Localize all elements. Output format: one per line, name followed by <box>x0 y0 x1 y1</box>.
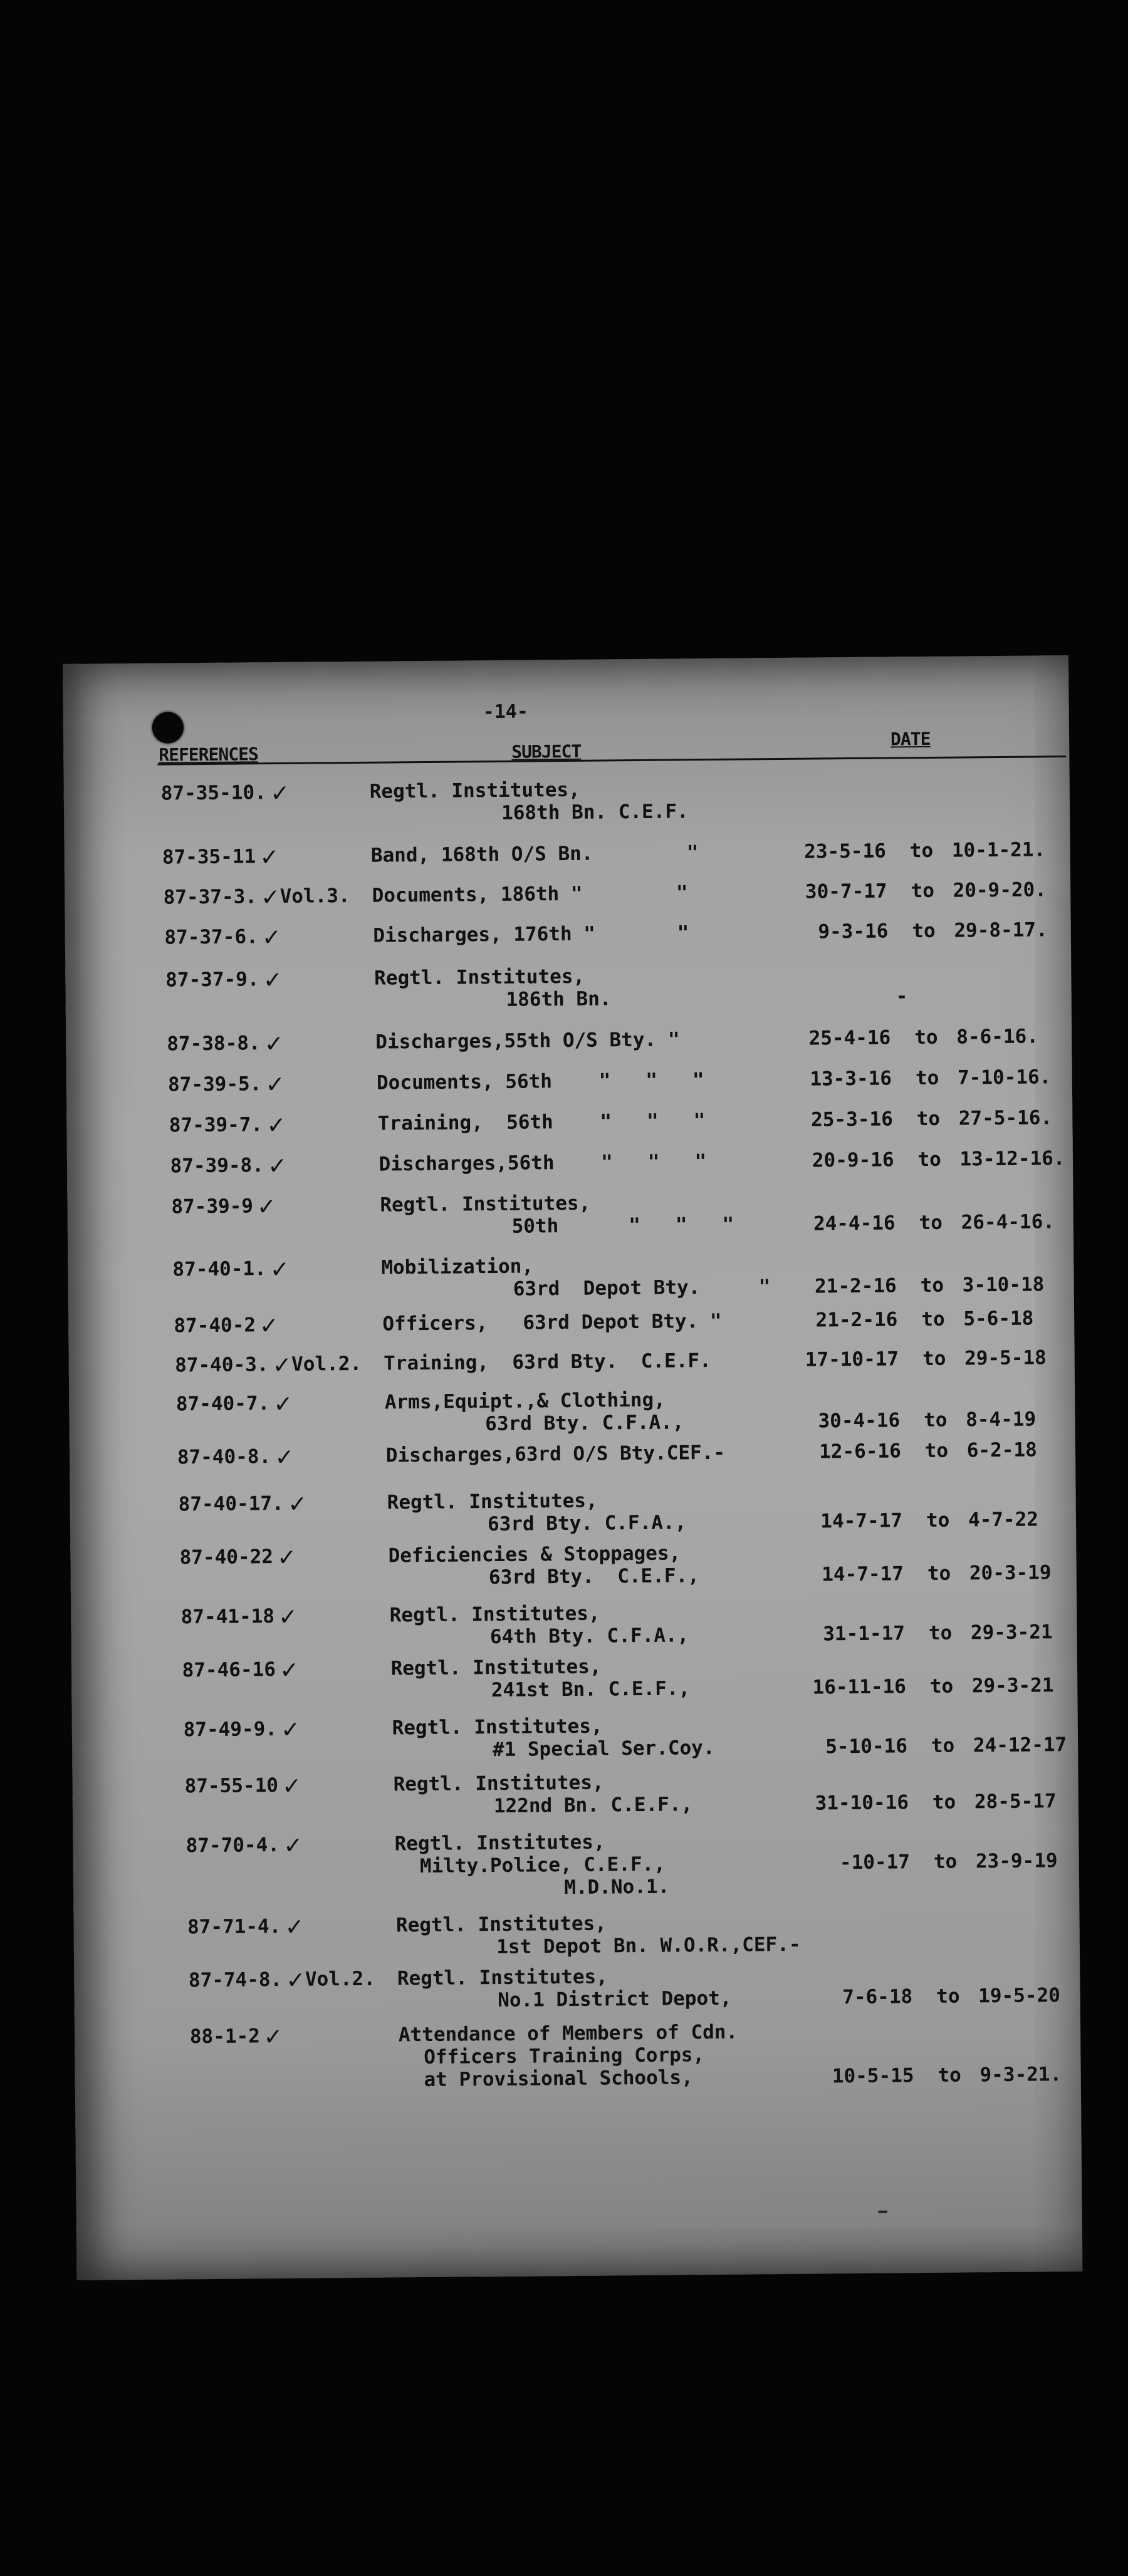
subject-line: M.D.No.1. <box>564 1875 670 1899</box>
date-till: 28-5-17 <box>974 1790 1057 1814</box>
subject-line: 63rd Bty. C.F.A., <box>487 1511 687 1536</box>
date-from: 13-3-16 <box>810 1067 892 1091</box>
date-till: 6-2-18 <box>966 1438 1037 1462</box>
reference-number: 87-74-8. <box>188 1968 283 1992</box>
subject-line: Discharges,55th O/S Bty. " <box>375 1028 680 1054</box>
date-till: 24-12-17 <box>973 1733 1067 1757</box>
date-till: 27-5-16. <box>958 1106 1053 1130</box>
subject-line: Training, 56th " " " <box>377 1109 706 1135</box>
date-to-word: to <box>921 1307 945 1331</box>
date-till: 29-3-21 <box>970 1621 1053 1644</box>
date-to-word: to <box>924 1439 949 1463</box>
subject-text <box>390 1601 689 1649</box>
subject-line: Regtl. Institutes, <box>389 1602 600 1627</box>
volume-label: Vol.2. <box>291 1352 362 1376</box>
reference-number: 87-35-11 <box>162 845 256 869</box>
reference-number: 87-40-7. <box>175 1392 270 1416</box>
subject-line: 168th Bn. C.E.F. <box>501 800 689 824</box>
date-from: 5-10-16 <box>825 1735 908 1758</box>
table-row <box>75 2018 1080 2092</box>
date-from: -10-17 <box>839 1851 911 1874</box>
reference-number: 87-49-9. <box>183 1718 278 1742</box>
checkmark-icon: ✓ <box>266 1067 283 1099</box>
subject-line: 50th " " " <box>511 1213 734 1238</box>
checkmark-icon: ✓ <box>271 1252 288 1284</box>
table-row <box>70 1539 1076 1589</box>
date-from: 24-4-16 <box>813 1212 896 1235</box>
subject-line: Mobilization, <box>381 1255 534 1279</box>
table-row <box>70 1485 1076 1536</box>
checkmark-icon: ✓ <box>263 921 279 952</box>
subject-text <box>380 1191 734 1239</box>
date-from: 21-2-16 <box>815 1308 898 1332</box>
subject-line: Regtl. Institutes, <box>374 965 585 990</box>
subject-line: Regtl. Institutes, <box>390 1655 602 1680</box>
date-from: 12-6-16 <box>819 1440 901 1463</box>
table-row <box>67 1147 1073 1181</box>
table-row <box>71 1598 1077 1649</box>
header-references: REFERENCES <box>159 744 258 766</box>
reference-number: 87-37-3. <box>163 885 258 909</box>
subject-line: Regtl. Institutes, <box>387 1489 598 1514</box>
date-to-word: to <box>914 1026 938 1049</box>
checkmark-icon: ✓ <box>279 1600 296 1632</box>
subject-text <box>382 1310 722 1336</box>
date-from: 14-7-17 <box>822 1562 904 1586</box>
table-row <box>66 1066 1072 1099</box>
date-till: 20-3-19 <box>969 1561 1052 1585</box>
subject-line: Regtl. Institutes, <box>393 1771 604 1796</box>
reference-number: 87-70-4. <box>185 1834 280 1857</box>
date-till: - <box>896 985 908 1008</box>
table-row <box>68 1250 1073 1301</box>
date-to-word: to <box>936 1985 960 2008</box>
header-subject: SUBJECT <box>511 740 582 762</box>
reference-number: 87-40-17. <box>178 1492 284 1516</box>
date-to-word: to <box>909 839 934 863</box>
subject-text <box>396 1911 801 1960</box>
date-till: 23-9-19 <box>975 1849 1058 1873</box>
checkmark-icon: ✓ <box>274 1387 291 1419</box>
subject-text <box>384 1349 711 1375</box>
reference-number: 87-38-8. <box>167 1032 261 1056</box>
checkmark-icon: ✓ <box>289 1487 306 1519</box>
checkmark-icon: ✓ <box>282 1713 299 1745</box>
reference-number: 87-37-6. <box>164 925 258 949</box>
date-till: 8-6-16. <box>956 1025 1039 1049</box>
checkmark-icon: ✓ <box>264 2020 281 2052</box>
checkmark-icon: ✓ <box>271 776 288 808</box>
date-to-word: to <box>929 1675 954 1698</box>
date-from: 25-3-16 <box>810 1108 893 1131</box>
subject-line: Regtl. Institutes, <box>380 1192 591 1217</box>
checkmark-icon: ✓ <box>283 1769 300 1800</box>
subject-text <box>375 1028 680 1053</box>
subject-text <box>386 1441 726 1467</box>
date-till: 4-7-22 <box>968 1508 1039 1532</box>
date-to-word: to <box>912 919 936 943</box>
subject-text <box>372 881 687 906</box>
table-row <box>65 918 1071 952</box>
checkmark-icon: ✓ <box>258 1190 274 1222</box>
subject-line: #1 Special Ser.Coy. <box>492 1736 715 1762</box>
subject-line: Regtl. Institutes, <box>397 1965 608 1990</box>
table-row <box>69 1346 1075 1380</box>
subject-text <box>378 1109 706 1135</box>
date-till: 29-8-17. <box>954 918 1048 942</box>
checkmark-icon: ✓ <box>261 1309 277 1341</box>
table-row <box>65 961 1071 1011</box>
subject-line: 1st Depot Bn. W.O.R.,CEF.- <box>496 1933 801 1959</box>
subject-line: Officers, 63rd Depot Bty. " <box>382 1309 722 1336</box>
subject-text <box>381 1253 770 1301</box>
subject-line: Arms,Equipt.,& Clothing, <box>384 1388 666 1414</box>
subject-line: 63rd Bty. C.F.A., <box>485 1411 684 1436</box>
reference-number: 87-40-2 <box>174 1314 256 1337</box>
date-from: 14-7-17 <box>820 1509 903 1533</box>
reference-number: 88-1-2 <box>189 2025 261 2049</box>
subject-line: Milty.Police, C.E.F., <box>419 1852 666 1878</box>
date-to-word: to <box>915 1066 939 1090</box>
date-from: 31-10-16 <box>815 1791 909 1815</box>
subject-text <box>393 1770 692 1818</box>
subject-line: Discharges,63rd O/S Bty.CEF.- <box>385 1441 726 1467</box>
checkmark-icon: ✓ <box>268 1108 285 1140</box>
date-till: 3-10-18 <box>962 1273 1045 1297</box>
subject-text <box>394 1831 669 1901</box>
subject-text <box>373 922 689 947</box>
document-page <box>63 655 1082 2280</box>
date-till: 29-5-18 <box>964 1346 1047 1370</box>
date-till: 26-4-16. <box>961 1210 1055 1234</box>
subject-line: Regtl. Institutes, <box>392 1715 603 1740</box>
reference-number: 87-39-9 <box>171 1195 254 1218</box>
subject-line: at Provisional Schools, <box>424 2066 693 2092</box>
subject-line: Training, 63rd Bty. C.E.F. <box>383 1349 711 1375</box>
reference-number: 87-40-1. <box>172 1257 266 1281</box>
subject-text <box>379 1150 706 1176</box>
date-till: 9-3-21. <box>979 2063 1062 2087</box>
subject-line: Documents, 56th " " " <box>376 1069 704 1094</box>
subject-line: Band, 168th O/S Bn. " <box>370 841 699 867</box>
table-row <box>68 1307 1074 1341</box>
reference-number: 87-55-10 <box>184 1774 279 1798</box>
date-from: 30-7-17 <box>805 880 887 903</box>
reference-number: 87-39-8. <box>170 1154 264 1178</box>
subject-line: 186th Bn. <box>506 987 612 1011</box>
checkmark-icon: ✓ <box>266 1027 282 1059</box>
table-row <box>73 1827 1078 1899</box>
date-from: 16-11-16 <box>812 1675 907 1699</box>
reference-number: 87-40-3. <box>175 1353 269 1377</box>
subject-text <box>385 1388 684 1436</box>
checkmark-icon: ✓ <box>262 881 279 912</box>
subject-text <box>392 1714 714 1762</box>
table-row <box>69 1385 1075 1436</box>
table-row <box>66 1025 1072 1059</box>
date-to-word: to <box>924 1408 948 1432</box>
date-till: 8-4-19 <box>966 1408 1037 1431</box>
date-to-word: to <box>911 879 935 903</box>
checkmark-icon: ✓ <box>273 1348 290 1380</box>
reference-number: 87-39-7. <box>169 1113 263 1137</box>
date-till: 29-3-21 <box>971 1674 1054 1698</box>
subject-line: 122nd Bn. C.E.F., <box>493 1793 693 1818</box>
subject-line: No.1 District Depot, <box>498 1987 732 2012</box>
date-to-word: to <box>920 1274 944 1297</box>
date-to-word: to <box>926 1509 950 1532</box>
reference-number: 87-35-10. <box>160 781 266 805</box>
date-from: 23-5-16 <box>804 839 886 863</box>
subject-line: Officers Training Corps, <box>424 2044 705 2069</box>
table-row <box>72 1711 1078 1762</box>
table-row <box>67 1188 1073 1238</box>
reference-number: 87-46-16 <box>182 1658 276 1682</box>
checkmark-icon: ✓ <box>287 1963 304 1995</box>
date-to-word: to <box>928 1621 953 1644</box>
date-till: 20-9-20. <box>953 878 1047 902</box>
table-row <box>66 1106 1072 1140</box>
volume-label: Vol.3. <box>279 885 350 908</box>
reference-number: 87-40-22 <box>179 1545 274 1569</box>
subject-line: Discharges, 176th " " <box>373 922 689 947</box>
date-from: 17-10-17 <box>805 1348 899 1371</box>
reference-number: 87-37-9. <box>165 968 259 992</box>
subject-text <box>387 1488 687 1536</box>
date-till: 5-6-18 <box>963 1307 1034 1331</box>
date-till: 7-10-16. <box>957 1066 1052 1089</box>
table-row <box>74 1961 1080 2012</box>
table-row <box>65 878 1070 912</box>
checkmark-icon: ✓ <box>285 1829 301 1860</box>
date-from: 20-9-16 <box>812 1148 894 1172</box>
subject-line: Deficiencies & Stoppages, <box>388 1542 681 1567</box>
subject-text <box>399 2021 738 2092</box>
date-to-word: to <box>916 1107 941 1131</box>
date-to-word: to <box>932 1790 956 1814</box>
volume-label: Vol.2. <box>305 1967 376 1991</box>
table-row <box>64 774 1070 824</box>
subject-text <box>371 841 699 867</box>
checkmark-icon: ✓ <box>269 1149 286 1181</box>
reference-number: 87-41-18 <box>180 1605 275 1629</box>
date-from: 31-1-17 <box>823 1622 906 1646</box>
date-to-word: to <box>922 1347 946 1371</box>
date-from: 9-3-16 <box>818 920 889 943</box>
date-to-word: to <box>917 1148 942 1171</box>
header-date: DATE <box>890 728 931 750</box>
date-from: 30-4-16 <box>818 1409 901 1433</box>
checkmark-icon: ✓ <box>276 1440 293 1472</box>
subject-line: Regtl. Institutes, <box>394 1831 605 1856</box>
subject-text <box>390 1654 690 1702</box>
subject-line: Regtl. Institutes, <box>395 1912 607 1937</box>
subject-line: 63rd Depot Bty. " <box>513 1275 771 1301</box>
date-to-word: to <box>933 1850 958 1873</box>
table-row <box>71 1651 1077 1702</box>
checkmark-icon: ✓ <box>286 1910 303 1941</box>
table-row <box>65 838 1070 872</box>
table-row <box>73 1908 1079 1959</box>
date-from: 21-2-16 <box>814 1274 897 1298</box>
subject-line: Documents, 186th " " <box>372 881 688 907</box>
checkmark-icon: ✓ <box>281 1653 298 1685</box>
date-from: 25-4-16 <box>808 1026 891 1050</box>
date-till: 19-5-20 <box>978 1984 1061 2008</box>
subject-line: Regtl. Institutes, <box>369 778 580 803</box>
checkmark-icon: ✓ <box>264 963 281 995</box>
subject-line: Discharges,56th " " " <box>379 1150 707 1176</box>
subject-text <box>397 1965 732 2013</box>
subject-text <box>374 965 612 1012</box>
date-from: 7-6-18 <box>842 1985 913 2009</box>
subject-line: 63rd Bty. C.E.F., <box>488 1564 700 1589</box>
checkmark-icon: ✓ <box>261 841 278 872</box>
reference-number: 87-40-8. <box>177 1445 271 1469</box>
subject-text <box>370 777 689 825</box>
subject-text <box>377 1069 704 1094</box>
table-row <box>72 1767 1078 1818</box>
date-to-word: to <box>927 1562 951 1586</box>
date-to-word: to <box>937 2064 961 2087</box>
date-to-word: to <box>931 1734 955 1757</box>
table-row <box>70 1438 1075 1472</box>
date-till: 13-12-16. <box>959 1147 1065 1171</box>
date-to-word: to <box>919 1211 943 1235</box>
records-list <box>63 655 1082 2280</box>
subject-line: Attendance of Members of Cdn. <box>398 2020 738 2047</box>
date-till: 10-1-21. <box>951 838 1046 862</box>
reference-number: 87-71-4. <box>187 1915 281 1939</box>
page-number: -14- <box>483 700 529 724</box>
subject-line: 241st Bn. C.E.F., <box>491 1677 691 1702</box>
date-from: 10-5-15 <box>832 2064 914 2088</box>
subject-text <box>388 1542 699 1589</box>
subject-line: 64th Bty. C.F.A., <box>489 1624 689 1649</box>
ink-mark <box>879 2211 887 2213</box>
reference-number: 87-39-5. <box>167 1072 262 1096</box>
checkmark-icon: ✓ <box>278 1540 295 1572</box>
